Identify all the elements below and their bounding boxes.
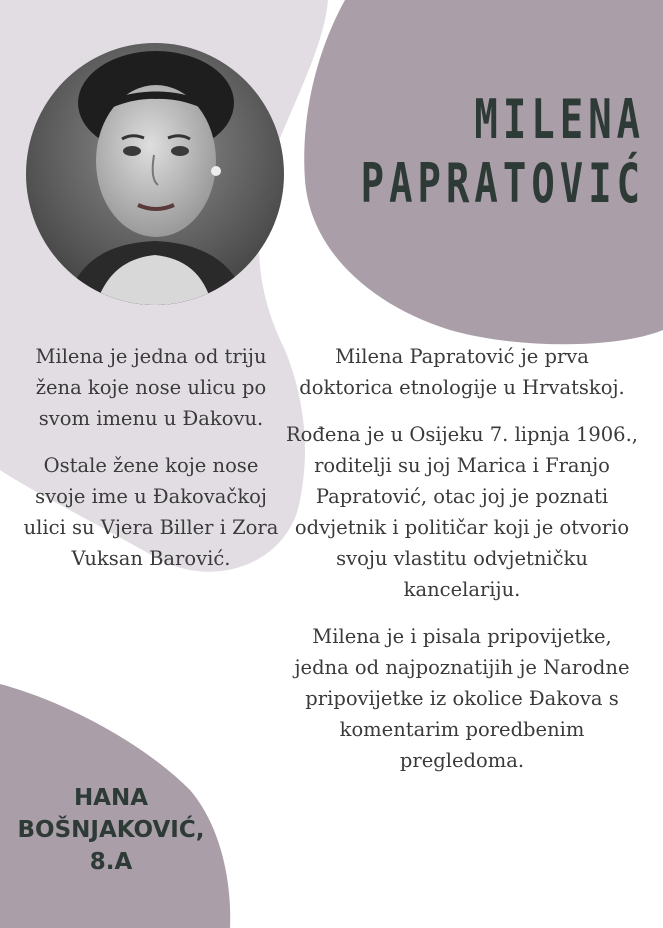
right-paragraph-2: Rođena je u Osijeku 7. lipnja 1906., roditelji su joj Marica i Franjo Papratović, otac joj je poznati odvjetnik i političar koji je otvorio svoju vlastitu odvjetničku kancelariju.: [286, 423, 638, 601]
left-column: [18, 341, 284, 590]
right-column: [286, 341, 638, 792]
author-credit: [4, 782, 218, 878]
page-title: [361, 88, 645, 216]
left-paragraph-1: Milena je jedna od triju žena koje nose ulicu po svom imenu u Đakovu.: [35, 345, 267, 430]
right-paragraph-3: Milena je i pisala pripovijetke, jedna od najpoznatijih je Narodne pripovijetke iz okolice Đakova s komentarim poredbenim pregledoma.: [294, 625, 630, 772]
author-class: 8.A: [89, 849, 133, 875]
title-line-1: MILENA: [474, 88, 645, 151]
right-paragraph-1: Milena Papratović je prva doktorica etnologije u Hrvatskoj.: [299, 345, 625, 399]
portrait-photo: [26, 43, 284, 305]
portrait-icon: [26, 43, 284, 305]
author-first-name: HANA: [73, 785, 149, 811]
title-line-2: PAPRATOVIĆ: [360, 152, 645, 215]
left-paragraph-2: Ostale žene koje nose svoje ime u Đakovačkoj ulici su Vjera Biller i Zora Vuksan Barović.: [23, 454, 279, 570]
author-last-name: BOŠNJAKOVIĆ,: [17, 817, 205, 843]
